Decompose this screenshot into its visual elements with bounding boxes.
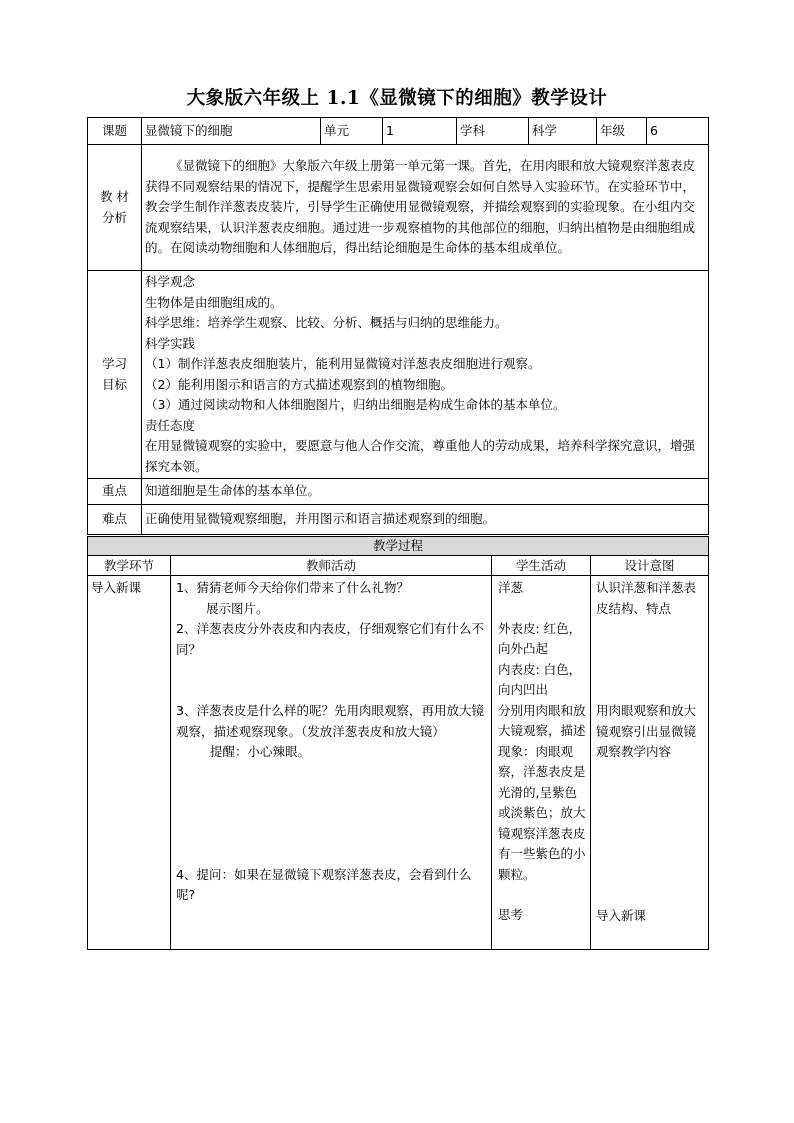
subject-label: 学科 [457,118,529,145]
student-answer-3: 分别用肉眼和放大镜观察，描述现象：肉眼观察，洋葱表皮是光滑的,呈紫色或淡紫色；放大镜观察洋葱表皮有一些紫色的小颗粒。 [498,702,586,882]
student-answer-1: 洋葱 [498,580,524,595]
intent-3: 用肉眼观察和放大镜观察引出显微镜观察教学内容 [596,703,697,759]
teacher-step-3: 3、洋葱表皮是什么样的呢？先用肉眼观察，再用放大镜观察，描述观察现象。（发放洋葱表皮和放大镜） [176,703,484,739]
spacer [596,763,705,906]
goals-line: （1）制作洋葱表皮细胞装片，能利用显微镜对洋葱表皮细胞进行观察。 [145,356,541,371]
goals-line: 科学实践 [145,335,196,351]
subject-value: 科学 [529,118,597,145]
goals-line: 在用显微镜观察的实验中，要愿意与他人合作交流，尊重他人的劳动成果，培养科学探究意识，增强探究本领。 [145,438,696,474]
document-title: 大象版六年级上 1.1《显微镜下的细胞》教学设计 [186,88,608,109]
spacer [176,763,488,865]
unit-value: 1 [383,118,457,145]
analysis-text: 《显微镜下的细胞》大象版六年级上册第一单元第一课。首先，在用肉眼和放大镜观察洋葱表皮获得不同观察结果的情况下，提醒学生思索用显微镜观察会如何自然导入实验环节。在实验环节中，教会学生制作洋葱表皮装片，引导学生正确使用显微镜观察，并描绘观察到的实验现象。在小组内交流观察结果，认识洋葱表皮细胞。通过进一步观察植物的其他部位的细胞，归纳出植物是由细胞组成的。在阅读动物细胞和人体细胞后，得出结论细胞是生命体的基本组成单位。 [142,145,709,271]
goals-label-line2: 目标 [101,376,127,392]
student-activity [492,576,591,950]
goals-content [142,271,709,479]
analysis-label [88,145,142,271]
spacer [498,599,587,619]
teacher-step-2: 2、洋葱表皮分外表皮和内表皮，仔细观察它们有什么不同？ [176,621,484,657]
info-table [87,117,709,535]
student-answer-2-inner: 内表皮: 白色，向内凹出 [498,661,582,697]
student-answer-4: 思考 [498,907,524,922]
goals-line: （2）能利用图示和语言的方式描述观察到的植物细胞。 [145,376,453,392]
topic-label: 课题 [88,118,142,145]
process-table [87,536,709,950]
analysis-label-line1: 教 材 [100,189,129,204]
goals-line: 生物体是由细胞组成的。 [145,294,283,310]
spacer [176,660,488,701]
teacher-step-1-sub: 展示图片。 [206,600,269,616]
goals-line: 科学思维：培养学生观察、比较、分析、概括与归纳的思维能力。 [145,315,508,330]
topic-value: 显微镜下的细胞 [142,118,321,145]
intent-1: 认识洋葱和洋葱表皮结构、特点 [596,580,697,616]
col-student-header: 学生活动 [492,556,591,576]
col-stage-header: 教学环节 [88,556,171,576]
difficulty-label: 难点 [88,505,142,535]
stage-cell: 导入新课 [88,576,171,950]
spacer [498,885,587,905]
analysis-label-line2: 分析 [101,209,127,225]
key-text: 知道细胞是生命体的基本单位。 [142,479,709,505]
teacher-step-1: 1、猜猜老师今天给你们带来了什么礼物？ [176,580,409,595]
goals-line: （3）通过阅读动物和人体细胞图片，归纳出细胞是构成生命体的基本单位。 [145,397,566,412]
spacer [596,619,705,701]
teacher-step-4: 4、提问：如果在显微镜下观察洋葱表皮，会看到什么呢? [176,866,472,902]
teacher-activity [171,576,492,950]
intent-4: 导入新课 [596,907,647,923]
grade-value: 6 [647,118,709,145]
grade-label: 年级 [597,118,647,145]
student-answer-2-outer: 外表皮: 红色，向外凸起 [498,620,582,656]
goals-line: 责任态度 [145,417,196,433]
goals-label [88,271,142,479]
design-intent [591,576,709,950]
unit-label: 单元 [321,118,383,145]
col-teacher-header: 教师活动 [171,556,492,576]
teacher-step-3-sub: 提醒：小心辣眼。 [210,744,311,759]
key-label: 重点 [88,479,142,505]
difficulty-text: 正确使用显微镜观察细胞，并用图示和语言描述观察到的细胞。 [142,505,709,535]
process-header: 教学过程 [88,537,709,556]
col-intent-header: 设计意图 [591,556,709,576]
goals-label-line1: 学习 [101,356,127,371]
goals-line: 科学观念 [145,274,196,289]
